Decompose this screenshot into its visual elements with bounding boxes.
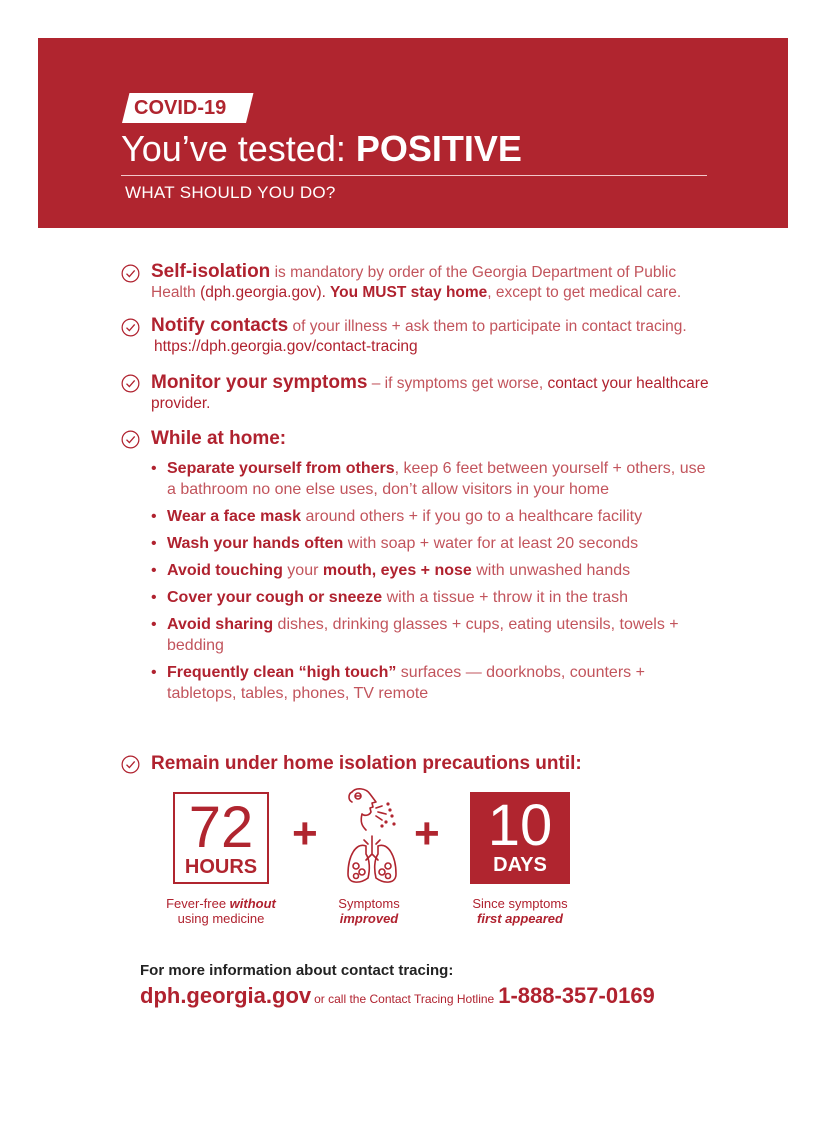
days-box bbox=[470, 792, 570, 884]
step-strong: contact your healthcare provider. bbox=[151, 375, 709, 412]
list-item bbox=[151, 614, 711, 656]
bullet-strong: Cover your cough or sneeze bbox=[167, 589, 383, 606]
step-text: , except to get medical care. bbox=[487, 284, 682, 301]
title-bold: POSITIVE bbox=[355, 128, 522, 169]
days-unit: DAYS bbox=[493, 854, 547, 876]
step-notify-contacts bbox=[151, 316, 711, 357]
plus-sign: + bbox=[292, 809, 318, 858]
step-remain-isolated bbox=[151, 754, 711, 775]
home-precautions-list bbox=[151, 458, 711, 710]
step-strong: You MUST stay home bbox=[325, 284, 488, 301]
dph-link[interactable]: (dph.georgia.gov). bbox=[200, 284, 326, 301]
caption-text: Since symptoms bbox=[472, 896, 568, 911]
hours-box bbox=[173, 792, 269, 884]
bullet-strong: Wear a face mask bbox=[167, 508, 302, 525]
caption-em: first appeared bbox=[477, 911, 563, 926]
check-circle-icon bbox=[121, 430, 140, 449]
bullet-text: around others + if you go to a healthcare facility bbox=[301, 508, 643, 525]
caption-text: Symptoms bbox=[338, 896, 400, 911]
step-head: Remain under home isolation precautions until: bbox=[151, 753, 582, 774]
list-item bbox=[151, 533, 711, 554]
check-circle-icon bbox=[121, 318, 140, 337]
list-item bbox=[151, 458, 711, 500]
bullet-strong: Wash your hands often bbox=[167, 535, 344, 552]
bullet-strong: Frequently clean “high touch” bbox=[167, 664, 397, 681]
hours-caption bbox=[151, 896, 291, 926]
days-caption bbox=[450, 896, 590, 926]
step-text: is mandatory by order of the Georgia Department of Public Health bbox=[151, 264, 677, 301]
bullet-text: dishes, drinking glasses + cups, eating utensils, towels + bedding bbox=[167, 616, 679, 654]
step-head: Monitor your symptoms bbox=[151, 372, 368, 393]
bullet-strong: Avoid sharing bbox=[167, 616, 274, 633]
list-item bbox=[151, 560, 711, 581]
caption-em: improved bbox=[339, 911, 399, 926]
plus-sign: + bbox=[414, 809, 440, 858]
step-self-isolation bbox=[151, 262, 711, 303]
check-circle-icon bbox=[121, 374, 140, 393]
hotline-phone[interactable]: 1-888-357-0169 bbox=[498, 983, 655, 1008]
subtitle: WHAT SHOULD YOU DO? bbox=[125, 183, 336, 202]
bullet-strong: mouth, eyes + nose bbox=[322, 562, 472, 579]
list-item bbox=[151, 506, 711, 527]
check-circle-icon bbox=[121, 264, 140, 283]
check-circle-icon bbox=[121, 755, 140, 774]
contact-tracing-link[interactable]: https://dph.georgia.gov/contact-tracing bbox=[154, 338, 418, 355]
bullet-strong: Separate yourself from others bbox=[167, 460, 395, 477]
hours-unit: HOURS bbox=[184, 856, 258, 878]
symptoms-caption bbox=[314, 896, 424, 926]
bullet-text: with soap + water for at least 20 seconds bbox=[343, 535, 639, 552]
bullet-text: your bbox=[282, 562, 323, 579]
bullet-text: surfaces — doorknobs, counters + tabletops, tables, phones, TV remote bbox=[167, 664, 645, 702]
step-head: While at home: bbox=[151, 428, 287, 449]
step-text: of your illness + ask them to participate in contact tracing. bbox=[288, 318, 687, 335]
caption-em: without bbox=[229, 896, 276, 911]
hotline-text: or call the Contact Tracing Hotline bbox=[314, 992, 495, 1006]
page-title bbox=[121, 128, 522, 170]
step-head: Self-isolation bbox=[151, 261, 271, 282]
step-head: Notify contacts bbox=[151, 315, 289, 336]
caption-text: using medicine bbox=[177, 911, 265, 926]
symptoms-icon bbox=[342, 784, 402, 890]
step-text: – if symptoms get worse, bbox=[367, 375, 548, 392]
dph-site-link[interactable]: dph.georgia.gov bbox=[140, 983, 312, 1008]
hours-number: 72 bbox=[188, 795, 254, 860]
title-prefix: You’ve tested: bbox=[121, 128, 346, 169]
divider bbox=[121, 175, 707, 176]
bullet-text: with a tissue + throw it in the trash bbox=[382, 589, 629, 606]
step-monitor-symptoms bbox=[151, 373, 711, 414]
days-number: 10 bbox=[487, 793, 553, 858]
footer-contact bbox=[140, 983, 655, 1009]
list-item bbox=[151, 587, 711, 608]
bullet-strong: Avoid touching bbox=[167, 562, 283, 579]
step-while-at-home bbox=[151, 429, 711, 450]
bullet-text: with unwashed hands bbox=[471, 562, 631, 579]
covid-tag: COVID-19 bbox=[134, 97, 227, 119]
caption-text: Fever-free bbox=[166, 896, 230, 911]
bullet-text: , keep 6 feet between yourself + others, use a bathroom no one else uses, don’t allow visitors in your home bbox=[167, 460, 706, 498]
more-info-heading: For more information about contact tracing: bbox=[140, 962, 454, 979]
list-item bbox=[151, 662, 711, 704]
